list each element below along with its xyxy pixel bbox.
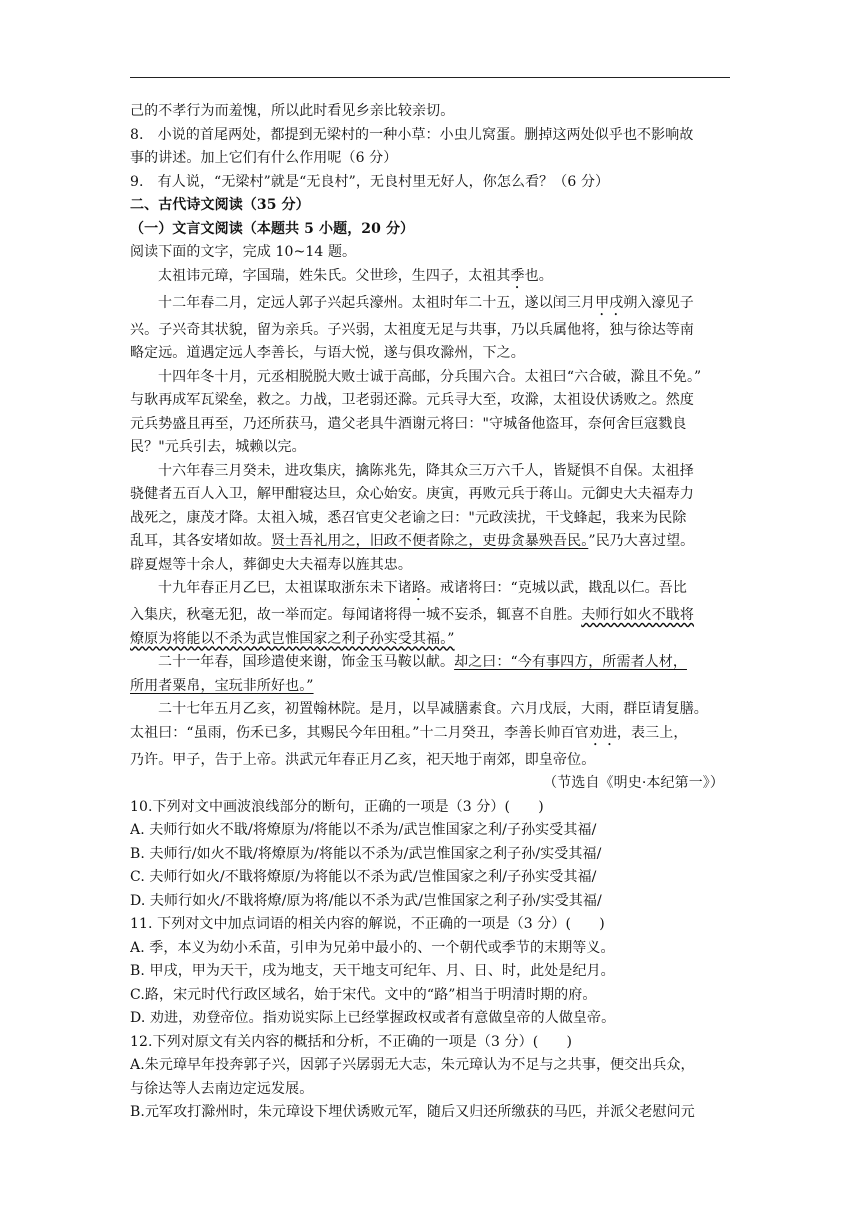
option-a: A.朱元璋早年投奔郭子兴，因郭子兴孱弱无大志，朱元璋认为不足与之共事，便交出兵众， (130, 1057, 695, 1073)
dotted-word-quanjin: 劝进 (588, 724, 617, 741)
passage-line: 元兵势盛且再至，乃还所获马，遣父老具牛酒谢元将曰："守城备他盗耳，奈何舍巨寇戮良 (130, 415, 687, 432)
header-rule (130, 77, 730, 78)
source-citation: （节选自《明史·本纪第一》） (543, 775, 724, 791)
question-8-line: 8. 小说的首尾两处，都提到无梁村的一种小草：小虫儿窝蛋。删掉这两处似乎也不影响故 (130, 126, 694, 143)
option-c: C. 夫师行如火/不戢将燎原/为将能以不杀为武/岂惟国家之利/子孙实受其福/ (130, 869, 597, 885)
passage-line: 二十七年五月乙亥，初置翰林院。是月，以旱减膳素食。六月戊辰，大雨，群臣请复膳。 (158, 701, 708, 717)
passage-line: 乱耳，其各安堵如故。贤士吾礼用之，旧政不便者除之，吏毋贪暴殃吾民。”民乃大喜过望。 (130, 533, 695, 549)
passage-line: 民？"元兵引去，城赖以完。 (130, 439, 306, 455)
passage-line: 十六年春三月癸未，进攻集庆，擒陈兆先，降其众三万六千人，皆疑惧不自保。太祖择 (158, 462, 694, 479)
passage-line: 太祖讳元璋，字国瑞，姓朱氏。父世珍，生四子，太祖其季也。 (158, 267, 553, 284)
passage-line: 二十一年春，国珍遣使来谢，饰金玉马鞍以献。却之曰：“今有事四方，所需者人材， (158, 654, 687, 670)
wavy-underlined-text: 燎原为将能以不杀为武岂惟国家之利子孙实受其福。” (130, 630, 455, 647)
wavy-underlined-text: 夫师行如火不戢将 (581, 607, 695, 623)
option-b: B. 甲戌，甲为天干，戌为地支，天干地支可纪年、月、日、时，此处是纪月。 (130, 963, 615, 979)
question-10-stem: 10.下列对文中画波浪线部分的断句，正确的一项是（3 分）( ) (130, 798, 544, 815)
section-heading: 二、古代诗文阅读（35 分） (130, 197, 310, 213)
question-11-stem: 11. 下列对文中加点词语的相关内容的解说，不正确的一项是（3 分）( ) (130, 916, 605, 932)
underlined-sentence: 贤士吾礼用之，旧政不便者除之，吏毋贪暴殃吾民。 (271, 533, 589, 549)
option-b: B. 夫师行/如火不戢/将燎原为/将能以不杀为/武岂惟国家之利子孙/实受其福/ (130, 845, 602, 862)
passage-line: 骁健者五百人入卫，解甲酣寝达旦，众心始安。庚寅，再败元兵于蒋山。元御史大夫福寿力 (130, 486, 694, 502)
instruction-line: 阅读下面的文字，完成 10~14 题。 (130, 244, 357, 260)
passage-line: 战死之，康茂才降。太祖入城，悉召官吏父老谕之曰："元政渎扰，干戈蜂起，我来为民除 (130, 509, 687, 526)
option-b: B.元军攻打滁州时，朱元璋设下埋伏诱败元军，随后又归还所缴获的马匹，并派父老慰问元 (130, 1104, 695, 1120)
document-body (130, 100, 730, 1125)
passage-line: 兴。子兴奇其状貌，留为亲兵。子兴弱，太祖度无足与共事，乃以兵属他将，独与徐达等南 (130, 321, 694, 338)
option-d: D. 夫师行如火/不戢将燎/原为将/能以不杀为武/岂惟国家之利子孙/实受其福/ (130, 892, 602, 909)
option-a: 与徐达等人去南边定远发展。 (130, 1080, 314, 1097)
passage-line: 乃许。甲子，告于上帝。洪武元年春正月乙亥，祀天地于南郊，即皇帝位。 (130, 751, 596, 768)
option-a: A. 季，本义为幼小禾苗，引申为兄弟中最小的、一个朝代或季节的末期等义。 (130, 939, 615, 956)
option-a: A. 夫师行如火不戢/将燎原为/将能以不杀为/武岂惟国家之利/子孙实受其福/ (130, 822, 597, 838)
passage-line: 十九年春正月乙巳，太祖谋取浙东未下诸路。戒诸将曰：“克城以武，戡乱以仁。吾比 (158, 580, 687, 596)
passage-line: 辟夏煜等十余人，葬御史大夫福寿以旌其忠。 (130, 556, 412, 573)
dotted-word-lu: 路 (411, 580, 426, 596)
passage-line: 十二年春二月，定远人郭子兴起兵濠州。太祖时年二十五，遂以闰三月甲戌朔入濠见子 (158, 294, 694, 311)
passage-line: 略定远。道遇定远人李善长，与语大悦，遂与俱攻滁州，下之。 (130, 345, 525, 361)
passage-line: 入集庆，秋毫无犯，故一举而定。每闻诸将得一城不妄杀，辄喜不自胜。夫师行如火不戢将 (130, 607, 695, 623)
underlined-sentence: 却之曰：“今有事四方，所需者人材， (454, 654, 687, 670)
passage-line: 十四年冬十月，元丞相脱脱大败士诚于高邮，分兵围六合。太祖曰“六合破，滁且不免。” (158, 368, 702, 385)
underlined-sentence: 所用者粟帛，宝玩非所好也。” (130, 677, 314, 694)
question-12-stem: 12.下列对原文有关内容的概括和分析，不正确的一项是（3 分）( ) (130, 1033, 573, 1050)
question-9-line: 9. 有人说，“无梁村”就是“无良村”，无良村里无好人，你怎么看？（6 分） (130, 173, 610, 190)
dotted-word-ji: 季 (510, 267, 525, 284)
question-8-line: 事的讲述。加上它们有什么作用呢（6 分） (130, 150, 398, 166)
dotted-word-jiaxu: 甲戌 (595, 294, 624, 311)
subsection-heading: （一）文言文阅读（本题共 5 小题，20 分） (130, 220, 415, 237)
passage-line (130, 628, 730, 652)
text-line: 己的不孝行为而羞愧，所以此时看见乡亲比较亲切。 (130, 103, 455, 119)
option-c: C.路，宋元时代行政区域名，始于宋代。文中的“路”相当于明清时期的府。 (130, 986, 597, 1003)
option-d: D. 劝进，劝登帝位。指劝说实际上已经掌握政权或者有意做皇帝的人做皇帝。 (130, 1010, 616, 1026)
passage-line: 与耿再成军瓦梁垒，救之。力战，卫老弱还滁。元兵寻大至，攻滁，太祖设伏诱败之。然度 (130, 392, 694, 408)
passage-line: 太祖曰：“虽雨，伤禾已多，其赐民今年田租。”十二月癸丑，李善长帅百官劝进，表三上， (130, 724, 688, 741)
passage-line (130, 675, 730, 699)
